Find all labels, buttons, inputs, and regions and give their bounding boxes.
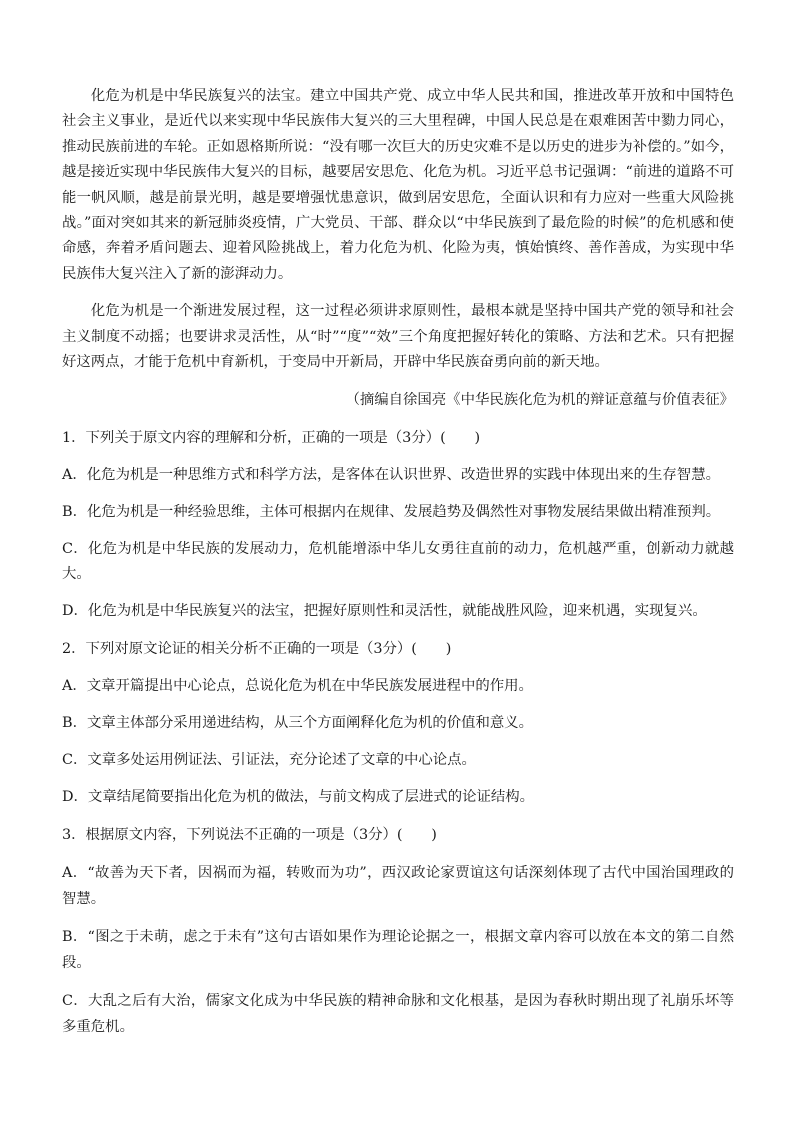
question-option: A．文章开篇提出中心论点，总说化危为机在中华民族发展进程中的作用。	[62, 678, 533, 695]
question-option: C．化危为机是中华民族的发展动力，危机能增添中华儿女勇往直前的动力，危机越严重，创新动力就越大。	[62, 541, 734, 583]
question-option: C．大乱之后有大治，儒家文化成为中华民族的精神命脉和文化根基，是因为春秋时期出现了礼崩乐坏等多重危机。	[62, 993, 734, 1036]
question-option: C．文章多处运用例证法、引证法，充分论述了文章的中心论点。	[62, 752, 476, 769]
question-option: A．化危为机是一种思维方式和科学方法，是客体在认识世界、改造世界的实践中体现出来的生存智慧。	[62, 467, 720, 484]
exam-page	[62, 84, 734, 1040]
question-option: B．化危为机是一种经验思维，主体可根据内在规律、发展趋势及偶然性对事物发展结果做出精准预判。	[62, 504, 721, 521]
passage-source: （摘编自徐国亮《中华民族化危为机的辩证意蕴与价值表征》	[345, 392, 734, 409]
question-option: B．文章主体部分采用递进结构，从三个方面阐释化危为机的价值和意义。	[62, 715, 534, 732]
passage-paragraph-1: 化危为机是中华民族复兴的法宝。建立中国共产党、成立中华人民共和国，推进改革开放和中国特色社会主义事业，是近代以来实现中华民族伟大复兴的三大里程碑，中国人民总是在艰难困苦中勠力同心，推动民族前进的车轮。正如恩格斯所说：“没有哪一次巨大的历史灾难不是以历史的进步为补偿的。”如今，越是接近实现中华民族伟大复兴的目标，越要居安思危、化危为机。习近平总书记强调：“前进的道路不可能一帆风顺，越是前景光明，越是要增强忧患意识，做到居安思危，全面认识和有力应对一些重大风险挑战。”面对突如其来的新冠肺炎疫情，广大党员、干部、群众以“中华民族到了最危险的时候”的危机感和使命感，奔着矛盾问题去、迎着风险挑战上，着力化危为机、化险为夷，慎始慎终、善作善成，为实现中华民族伟大复兴注入了新的澎湃动力。	[62, 88, 734, 282]
question-option: A．“故善为天下者，因祸而为福，转败而为功”，西汉政论家贾谊这句话深刻体现了古代中国治国理政的智慧。	[62, 865, 734, 908]
question-3	[62, 823, 734, 1040]
question-2	[62, 637, 734, 810]
question-option: D．文章结尾简要指出化危为机的做法，与前文构成了层进式的论证结构。	[62, 789, 535, 806]
question-option: B．“图之于未萌，虑之于未有”这句古语如果作为理论论据之一，根据文章内容可以放在本文的第二自然段。	[62, 929, 734, 972]
question-option: D．化危为机是中华民族复兴的法宝，把握好原则性和灵活性，就能战胜风险，迎来机遇，实现复兴。	[62, 603, 707, 620]
question-stem: 1．下列关于原文内容的理解和分析，正确的一项是（3分）( )	[62, 430, 481, 447]
question-1	[62, 426, 734, 624]
passage-paragraph-2: 化危为机是一个渐进发展过程，这一过程必须讲求原则性，最根本就是坚持中国共产党的领导和社会主义制度不动摇；也要讲求灵活性，从“时”“度”“效”三个角度把握好转化的策略、方法和艺术。只有把握好这两点，才能于危机中育新机，于变局中开新局，开辟中华民族奋勇向前的新天地。	[62, 303, 734, 371]
question-stem: 3．根据原文内容，下列说法不正确的一项是（3分）( )	[62, 827, 437, 844]
question-stem: 2．下列对原文论证的相关分析不正确的一项是（3分）( )	[62, 641, 452, 658]
